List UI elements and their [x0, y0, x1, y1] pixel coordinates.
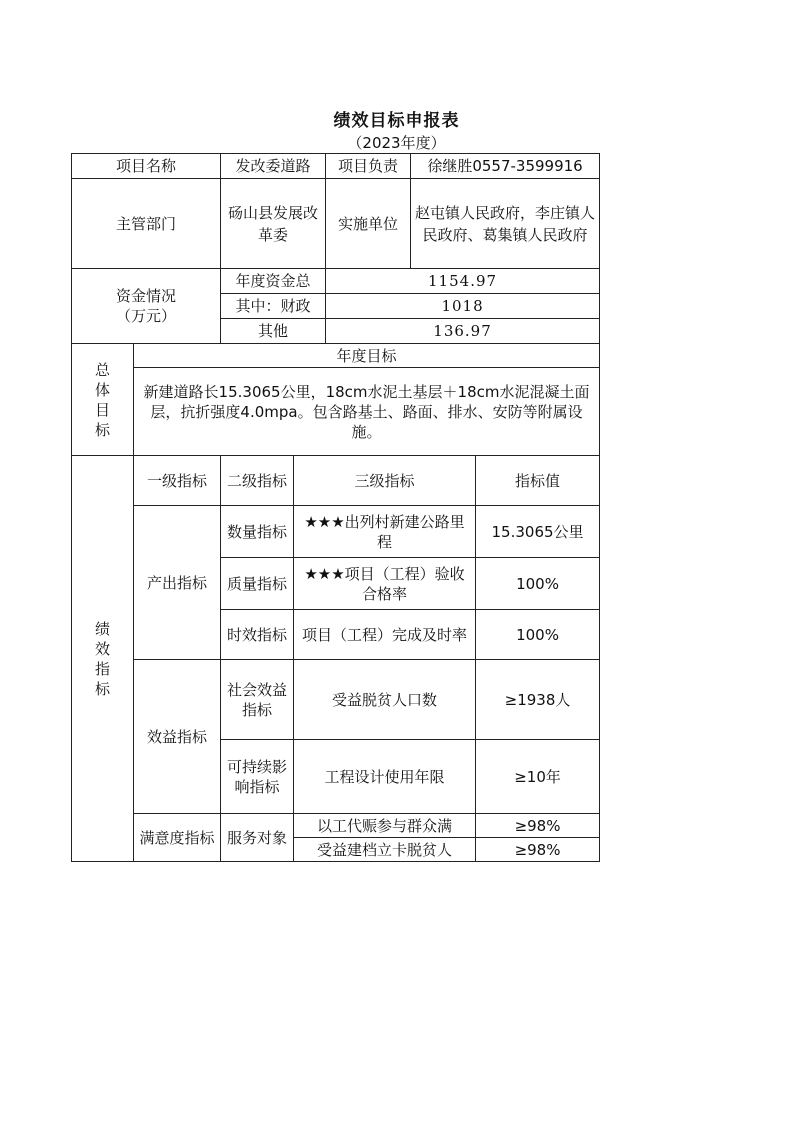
performance-indicator-char: 指 — [94, 659, 110, 678]
indicator-level2: 数量指标 — [221, 506, 294, 558]
indicator-level2: 可持续影响指标 — [221, 740, 294, 814]
overall-target-char: 总 — [94, 360, 110, 379]
indicator-level3: 受益脱贫人口数 — [294, 660, 476, 740]
indicator-value: 15.3065公里 — [476, 506, 600, 558]
funds-other-value: 136.97 — [326, 319, 600, 344]
indicator-level2: 时效指标 — [221, 610, 294, 660]
indicator-value: 100% — [476, 558, 600, 610]
indicator-level2: 社会效益指标 — [221, 660, 294, 740]
overall-target-label — [72, 344, 134, 456]
indicator-value: ≥1938人 — [476, 660, 600, 740]
indicator-level3: 工程设计使用年限 — [294, 740, 476, 814]
header-value: 指标值 — [476, 456, 600, 506]
funds-label: 资金情况 （万元） — [72, 269, 221, 344]
indicator-level3: 受益建档立卡脱贫人 — [294, 838, 476, 862]
funds-fiscal-value: 1018 — [326, 294, 600, 319]
funds-total-label: 年度资金总 — [221, 269, 326, 294]
implementing-unit-label: 实施单位 — [326, 179, 411, 269]
performance-indicator-label — [72, 456, 134, 862]
annual-target-header: 年度目标 — [134, 344, 600, 368]
project-name-label: 项目名称 — [72, 154, 221, 179]
header-level3: 三级指标 — [294, 456, 476, 506]
overall-target-char: 目 — [94, 400, 110, 419]
indicator-value: ≥98% — [476, 814, 600, 838]
performance-indicator-char: 标 — [94, 679, 110, 698]
performance-indicator-char: 效 — [94, 639, 110, 658]
header-level1: 一级指标 — [134, 456, 221, 506]
annual-target-text: 新建道路长15.3065公里，18cm水泥土基层＋18cm水泥混凝土面层，抗折强度4.0mpa。包含路基土、路面、排水、安防等附属设施。 — [134, 368, 600, 456]
header-level2: 二级指标 — [221, 456, 294, 506]
project-manager-value: 徐继胜0557-3599916 — [411, 154, 600, 179]
supervising-dept-label: 主管部门 — [72, 179, 221, 269]
satisfaction-indicator-label: 满意度指标 — [134, 814, 221, 862]
indicator-level3: ★★★出列村新建公路里程 — [294, 506, 476, 558]
supervising-dept-value: 砀山县发展改革委 — [221, 179, 326, 269]
performance-target-table — [71, 153, 600, 862]
indicator-level3: ★★★项目（工程）验收合格率 — [294, 558, 476, 610]
benefit-indicator-label: 效益指标 — [134, 660, 221, 814]
overall-target-char: 体 — [94, 380, 110, 399]
indicator-level2: 服务对象 — [221, 814, 294, 862]
indicator-value: 100% — [476, 610, 600, 660]
indicator-level3: 项目（工程）完成及时率 — [294, 610, 476, 660]
project-manager-label: 项目负责 — [326, 154, 411, 179]
implementing-unit-value: 赵屯镇人民政府，李庄镇人民政府、葛集镇人民政府 — [411, 179, 600, 269]
document-title: 绩效目标申报表 — [333, 111, 460, 131]
indicator-value: ≥98% — [476, 838, 600, 862]
document-year: （2023年度） — [347, 134, 446, 152]
overall-target-char: 标 — [94, 420, 110, 439]
indicator-level2: 质量指标 — [221, 558, 294, 610]
funds-fiscal-label: 其中：财政 — [221, 294, 326, 319]
indicator-value: ≥10年 — [476, 740, 600, 814]
project-name-value: 发改委道路 — [221, 154, 326, 179]
output-indicator-label: 产出指标 — [134, 506, 221, 660]
indicator-level3: 以工代赈参与群众满 — [294, 814, 476, 838]
funds-total-value: 1154.97 — [326, 269, 600, 294]
performance-indicator-char: 绩 — [94, 619, 110, 638]
funds-other-label: 其他 — [221, 319, 326, 344]
